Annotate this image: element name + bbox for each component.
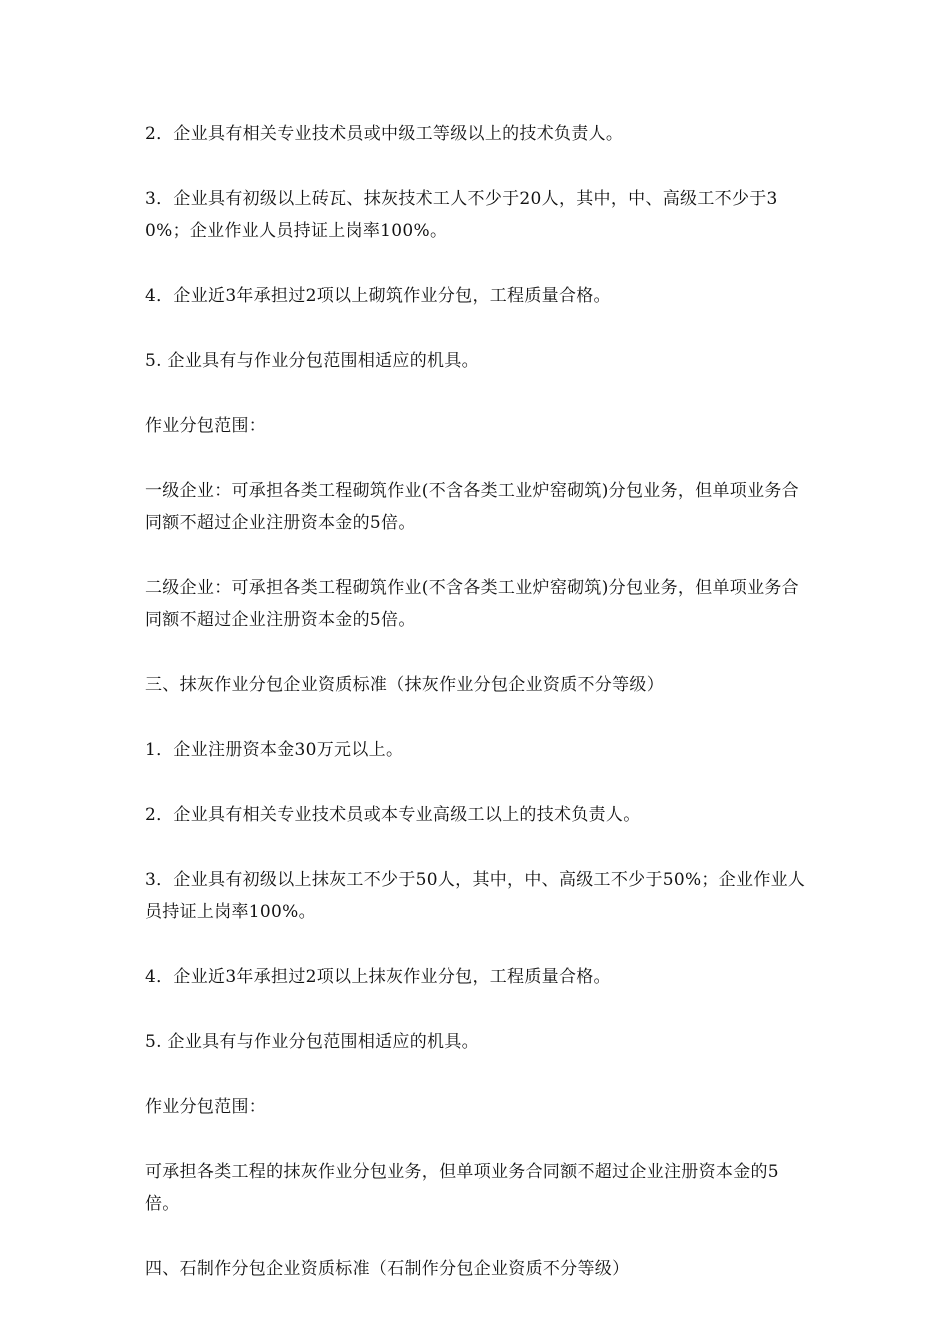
paragraph-bricklayer-equipment: 5. 企业具有与作业分包范围相适应的机具。 [145,351,479,371]
paragraph-bricklayer-scope-heading: 作业分包范围： [145,416,267,436]
paragraph-plastering-scope: 可承担各类工程的抹灰作业分包业务，但单项业务合同额不超过企业注册资本金的5倍。 [145,1162,779,1214]
paragraph-plastering-tech-lead: 2．企业具有相关专业技术员或本专业高级工以上的技术负责人。 [145,805,641,825]
paragraph-bricklayer-experience: 4．企业近3年承担过2项以上砌筑作业分包，工程质量合格。 [145,286,611,306]
paragraph-plastering-experience: 4．企业近3年承担过2项以上抹灰作业分包，工程质量合格。 [145,967,611,987]
paragraph-plastering-workers: 3．企业具有初级以上抹灰工不少于50人，其中，中、高级工不少于50%；企业作业人员持证上岗率100%。 [145,870,806,922]
paragraph-bricklayer-workers: 3．企业具有初级以上砖瓦、抹灰技术工人不少于20人，其中，中、高级工不少于30%；企业作业人员持证上岗率100%。 [145,189,778,241]
section-heading-stonework: 四、石制作分包企业资质标准（石制作分包企业资质不分等级） [145,1259,630,1279]
paragraph-plastering-scope-heading: 作业分包范围： [145,1097,267,1117]
section-heading-plastering: 三、抹灰作业分包企业资质标准（抹灰作业分包企业资质不分等级） [145,675,664,695]
paragraph-bricklayer-scope-level-1: 一级企业：可承担各类工程砌筑作业(不含各类工业炉窑砌筑)分包业务，但单项业务合同额不超过企业注册资本金的5倍。 [145,481,799,533]
document-body [145,118,810,1318]
paragraph-plastering-capital: 1．企业注册资本金30万元以上。 [145,740,404,760]
paragraph-bricklayer-tech-lead: 2．企业具有相关专业技术员或中级工等级以上的技术负责人。 [145,124,624,144]
paragraph-bricklayer-scope-level-2: 二级企业：可承担各类工程砌筑作业(不含各类工业炉窑砌筑)分包业务，但单项业务合同额不超过企业注册资本金的5倍。 [145,578,799,630]
paragraph-plastering-equipment: 5. 企业具有与作业分包范围相适应的机具。 [145,1032,479,1052]
